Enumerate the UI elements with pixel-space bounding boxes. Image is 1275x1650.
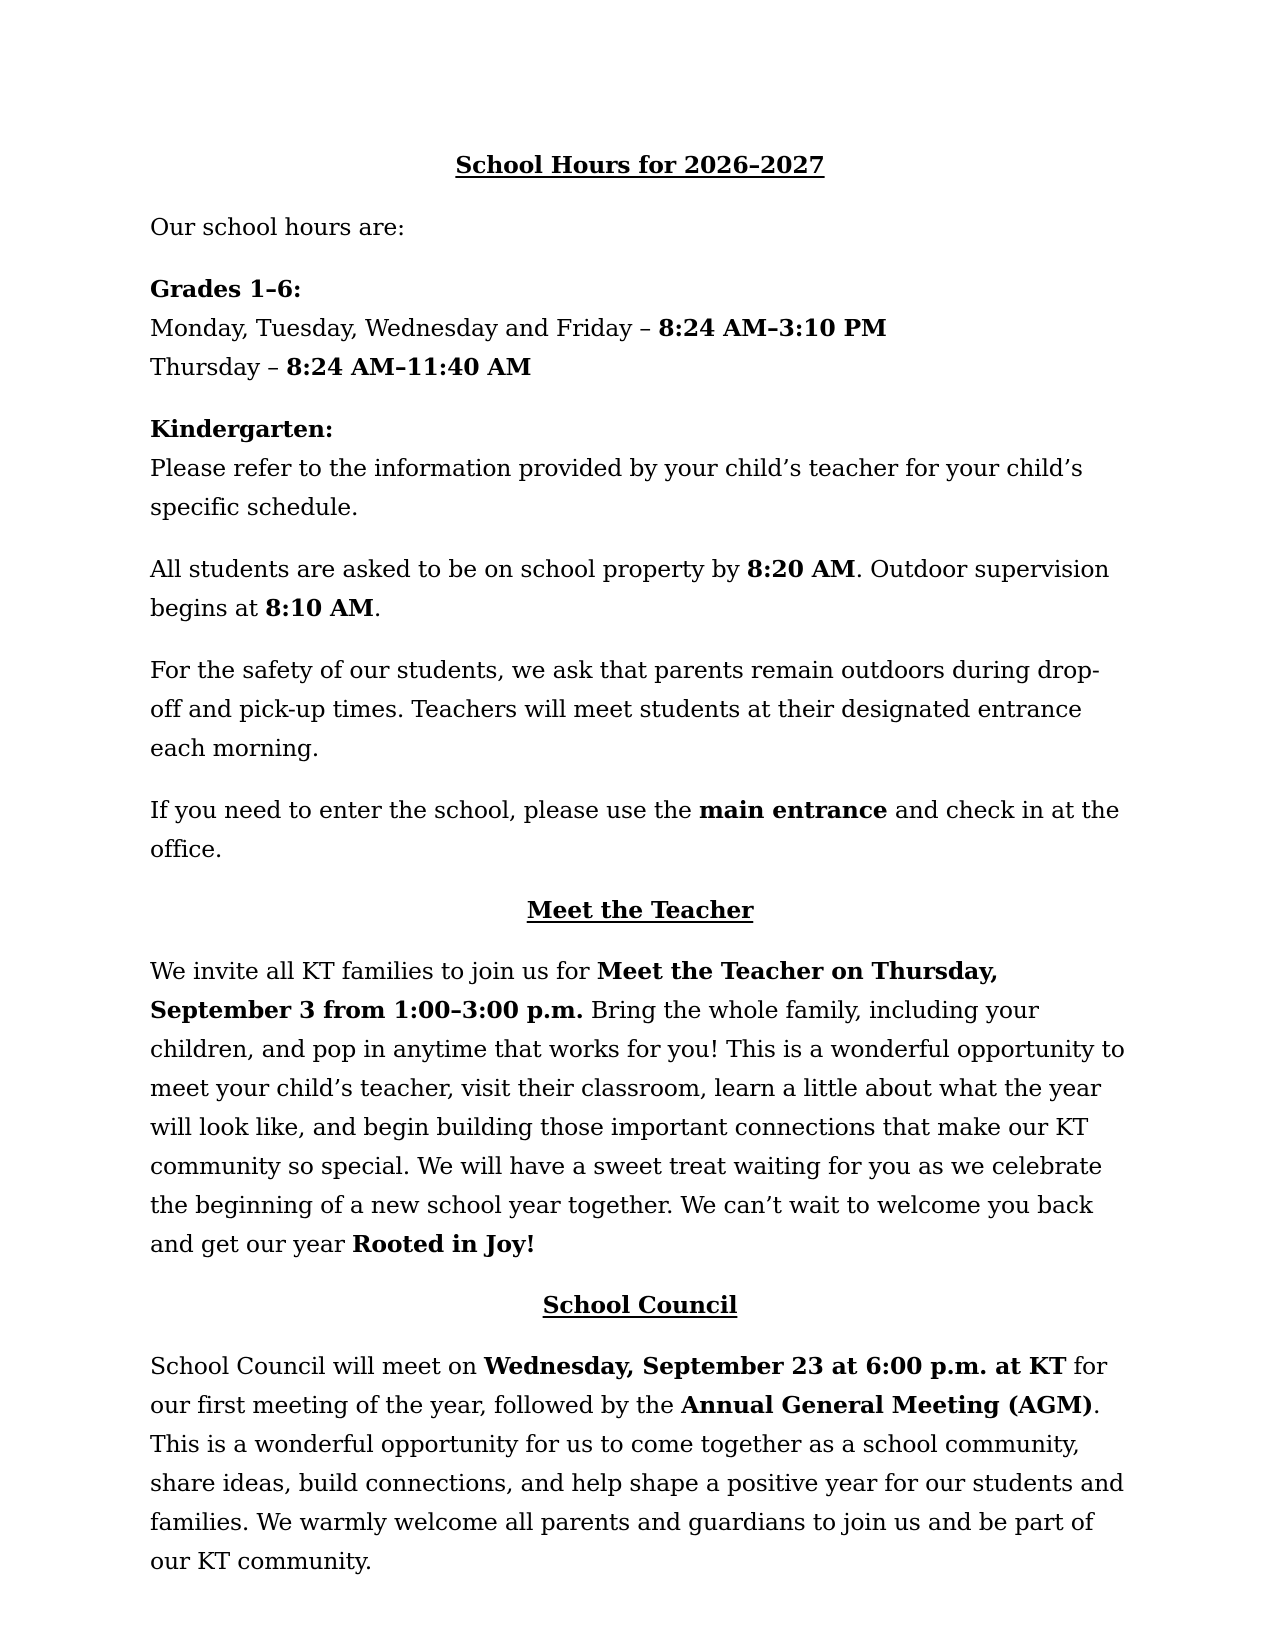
hours-intro: Our school hours are: [150, 213, 405, 241]
entrance-text-b: and check in at the office. [150, 796, 1120, 863]
rooted-in-joy-text: Rooted in Joy! [352, 1230, 536, 1258]
kindergarten-text: Please refer to the information provided by your child’s teacher for your child’s specific schedule. [150, 454, 1083, 521]
safety-paragraph: For the safety of our students, we ask that parents remain outdoors during drop-off and pick-up times. Teachers will meet students at their designated entrance each morning. [150, 656, 1100, 762]
meet-the-teacher-heading: Meet the Teacher [526, 896, 754, 924]
weekday-hours-time: 8:24 AM–3:10 PM [658, 314, 887, 342]
council-meeting-details: Wednesday, September 23 at 6:00 p.m. at KT [484, 1352, 1067, 1380]
weekday-hours-prefix: Monday, Tuesday, Wednesday and Friday – [150, 314, 659, 342]
weekday-hours-line [150, 309, 1130, 348]
arrival-paragraph [150, 550, 1130, 628]
main-entrance-text: main entrance [699, 796, 888, 824]
meet-text-a: We invite all KT families to join us for [150, 957, 597, 985]
council-text-b: for our first meeting of the year, followed by the [150, 1352, 1107, 1419]
arrival-time: 8:20 AM [746, 555, 856, 583]
school-council-paragraph [150, 1347, 1130, 1581]
supervision-time: 8:10 AM [265, 594, 374, 622]
grades-label: Grades 1–6: [150, 275, 302, 303]
entrance-paragraph [150, 791, 1130, 869]
arrival-text-a: All students are asked to be on school property by [150, 555, 747, 583]
agm-text: Annual General Meeting (AGM) [681, 1391, 1094, 1419]
council-text-c: . This is a wonderful opportunity for us to come together as a school community, share ideas, build connections, and help shape a positive year for our students and families. We warmly welcome all parents and guardians to join us and be part of our KT community. [150, 1391, 1124, 1575]
grades-section [150, 270, 1130, 387]
meet-text-b: Bring the whole family, including your children, and pop in anytime that works for you! This is a wonderful opportunity to meet your child’s teacher, visit their classroom, learn a little about what the year will look like, and begin building those important connections that make our KT community so special. We will have a sweet treat waiting for you as we celebrate the beginning of a new school year together. We can’t wait to welcome you back and get our year [150, 996, 1125, 1258]
council-text-a: School Council will meet on [150, 1352, 485, 1380]
thursday-hours-prefix: Thursday – [150, 353, 287, 381]
thursday-hours-line [150, 348, 1130, 387]
school-council-heading: School Council [542, 1291, 738, 1319]
arrival-text-b: . Outdoor supervision begins at [150, 555, 1110, 622]
school-hours-heading: School Hours for 2026–2027 [455, 151, 825, 179]
entrance-text-a: If you need to enter the school, please use the [150, 796, 700, 824]
meet-the-teacher-paragraph [150, 952, 1130, 1264]
kindergarten-section [150, 410, 1130, 527]
kindergarten-label: Kindergarten: [150, 415, 334, 443]
document-page [150, 146, 1130, 1581]
thursday-hours-time: 8:24 AM–11:40 AM [286, 353, 532, 381]
meet-event-details: Meet the Teacher on Thursday, September 3 from 1:00–3:00 p.m. [150, 957, 999, 1024]
arrival-text-c: . [373, 594, 382, 622]
